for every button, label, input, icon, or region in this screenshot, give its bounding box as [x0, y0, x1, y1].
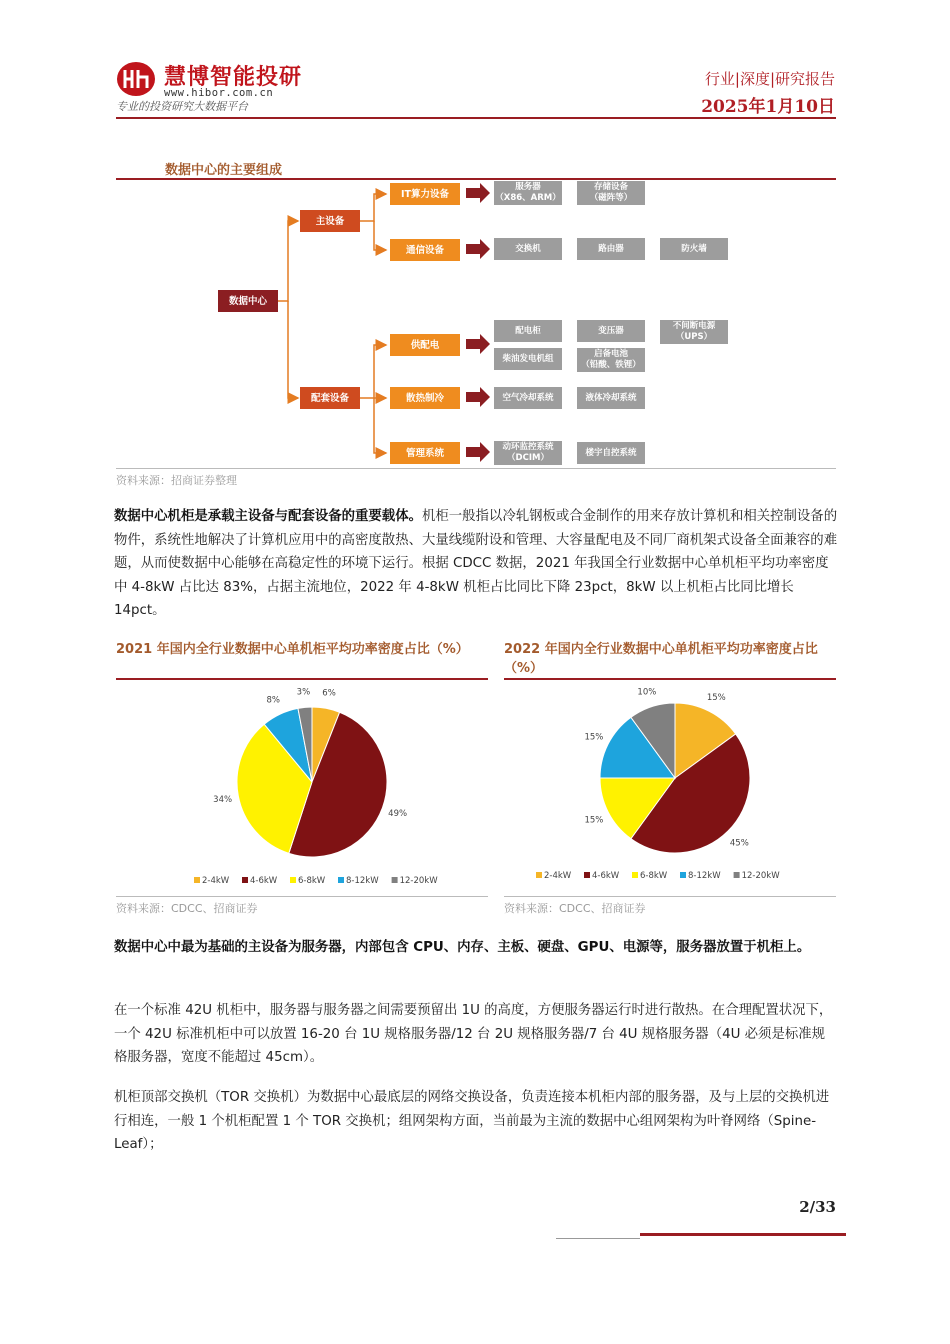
report-date: 2025年1月10日	[701, 97, 835, 117]
node-support-equipment: 配套设备	[300, 387, 360, 409]
pie-2021-top-rule	[116, 678, 488, 680]
leaf-storage	[577, 181, 645, 205]
logo-slogan: 专业的投资研究大数据平台	[116, 100, 248, 113]
node-datacenter: 数据中心	[218, 290, 278, 312]
footer-thin-rule	[556, 1238, 640, 1239]
paragraph-tor: 机柜顶部交换机（TOR 交换机）为数据中心最底层的网络交换设备，负责连接本机柜内部的服务器，及与上层的交换机进行相连，一般 1 个机柜配置 1 个 TOR 交换机；组网架构方面，当前最为主流的数据中心组网架构为叶脊网络（Spine-Leaf）；	[114, 1090, 830, 1153]
figure1-bottom-rule	[116, 468, 836, 469]
composition-diagram	[116, 180, 836, 468]
pie-2022-bottom-rule	[504, 896, 836, 897]
pie-data-label: 10%	[637, 687, 657, 698]
leaf-dcim-line2: （DCIM）	[507, 453, 549, 463]
leaf-ups-line1: 不间断电源	[672, 321, 716, 331]
pie-data-label: 15%	[584, 815, 604, 826]
legend-swatch	[680, 872, 686, 878]
paragraph-cabinet-lead: 数据中心机柜是承载主设备与配套设备的重要载体。	[114, 509, 422, 524]
paragraph-server	[114, 936, 838, 960]
pie-2022-top-rule	[504, 678, 836, 680]
figure1-title: 数据中心的主要组成	[165, 163, 283, 178]
leaf-liquid-cooling: 液体冷却系统	[577, 387, 645, 409]
leaf-ups	[660, 320, 728, 344]
leaf-firewall: 防火墙	[660, 238, 728, 260]
logo-url: www.hibor.com.cn	[164, 87, 274, 99]
leaf-router: 路由器	[577, 238, 645, 260]
leaf-storage-line2: （磁阵等）	[589, 193, 633, 203]
leaf-distribution-cabinet: 配电柜	[494, 320, 562, 342]
legend-swatch	[734, 872, 740, 878]
paragraph-cabinet-body: 机柜一般指以冷轧钢板或合金制作的用来存放计算机和相关控制设备的物件，系统性地解决了计算机应用中的高密度散热、大量线缆附设和管理、大容量配电及不同厂商机架式设备全面兼容的难题，从而使数据中心能够在高稳定性的环境下运行。根据 CDCC 数据，2021 年我国全行业数据中心单机柜平均功率密度中 4-8kW 占比达 83%，占据主流地位，2022 年 4-8kW 机柜占比同比下降 23pct，8kW 以上机柜占比同比增长 14pct。	[114, 509, 838, 619]
pie-2021-title: 2021 年国内全行业数据中心单机柜平均功率密度占比（%）	[116, 642, 469, 657]
paragraph-42u: 在一个标准 42U 机柜中，服务器与服务器之间需要预留出 1U 的高度，方便服务器运行时进行散热。在合理配置状况下，一个 42U 标准机柜中可以放置 16-20 台 1U 规格服务器/12 台 2U 规格服务器/7 台 4U 规格服务器（4U 必须是标准规格服务器，宽度不能超过 45cm）。	[114, 1003, 833, 1066]
pie-2022-title: 2022 年国内全行业数据中心单机柜平均功率密度占比（%）	[504, 642, 818, 676]
pie-2022-source: 资料来源：CDCC、招商证券	[504, 902, 646, 915]
header-divider	[116, 117, 836, 119]
leaf-dcim-line1: 动环监控系统	[502, 442, 554, 452]
node-power-distribution: 供配电	[390, 334, 460, 356]
footer-thick-rule	[640, 1233, 846, 1236]
report-type: 行业|深度|研究报告	[704, 70, 835, 88]
leaf-server-line2: （X86、ARM）	[495, 193, 561, 203]
legend-label: 8-12kW	[688, 871, 721, 881]
node-main-equipment: 主设备	[300, 210, 360, 232]
pie-data-label: 15%	[706, 692, 726, 703]
legend-swatch	[242, 877, 248, 883]
legend-label: 6-8kW	[298, 876, 326, 886]
leaf-diesel-generator: 柴油发电机组	[494, 348, 562, 370]
legend-swatch	[338, 877, 344, 883]
paragraph-cabinet	[114, 505, 838, 623]
pie-2021-source: 资料来源：CDCC、招商证券	[116, 902, 258, 915]
node-it-compute: IT算力设备	[390, 183, 460, 205]
pie-data-label: 6%	[322, 688, 336, 699]
pie-2021-bottom-rule	[116, 896, 488, 897]
legend-swatch	[536, 872, 542, 878]
pie-chart-2022	[504, 682, 836, 894]
legend-label: 12-20kW	[399, 876, 438, 886]
hibor-logo-icon	[116, 60, 160, 98]
pie-data-label: 45%	[729, 838, 749, 849]
legend-label: 2-4kW	[544, 871, 572, 881]
legend-swatch	[584, 872, 590, 878]
pie-data-label: 34%	[213, 795, 233, 806]
leaf-storage-line1: 存储设备	[593, 182, 628, 192]
node-cooling: 散热制冷	[390, 387, 460, 409]
leaf-transformer: 变压器	[577, 320, 645, 342]
leaf-server-line1: 服务器	[515, 182, 541, 192]
logo-name: 慧博智能投研	[164, 65, 303, 90]
legend-label: 6-8kW	[640, 871, 668, 881]
leaf-dcim	[494, 441, 562, 465]
legend-swatch	[194, 877, 200, 883]
node-management: 管理系统	[390, 442, 460, 464]
legend-swatch	[392, 877, 398, 883]
paragraph-server-lead: 数据中心中最为基础的主设备为服务器，内部包含 CPU、内存、主板、硬盘、GPU、电源等，服务器放置于机柜上。	[114, 940, 811, 955]
legend-label: 8-12kW	[346, 876, 379, 886]
figure1-source: 资料来源：招商证券整理	[116, 474, 237, 487]
leaf-ups-line2: （UPS）	[675, 332, 713, 342]
page-number: 2/33	[799, 1198, 836, 1216]
logo	[116, 58, 306, 114]
leaf-switch: 交换机	[494, 238, 562, 260]
legend-label: 4-6kW	[250, 876, 278, 886]
leaf-battery	[577, 348, 645, 372]
pie-data-label: 3%	[296, 687, 311, 698]
pie-data-label: 49%	[388, 808, 408, 819]
diagram-connectors	[116, 180, 836, 468]
legend-label: 12-20kW	[741, 871, 780, 881]
leaf-battery-line1: 启备电池	[593, 349, 628, 359]
pie-data-label: 15%	[584, 732, 604, 743]
leaf-building-automation: 楼宇自控系统	[577, 442, 645, 464]
pie-chart-2021	[116, 682, 488, 894]
pie-data-label: 8%	[266, 695, 281, 706]
node-communication: 通信设备	[390, 239, 460, 261]
leaf-server	[494, 181, 562, 205]
legend-swatch	[632, 872, 638, 878]
legend-swatch	[290, 877, 296, 883]
leaf-air-cooling: 空气冷却系统	[494, 387, 562, 409]
legend-label: 2-4kW	[202, 876, 230, 886]
leaf-battery-line2: （铅酸、铁锂）	[581, 360, 641, 370]
legend-label: 4-6kW	[592, 871, 620, 881]
